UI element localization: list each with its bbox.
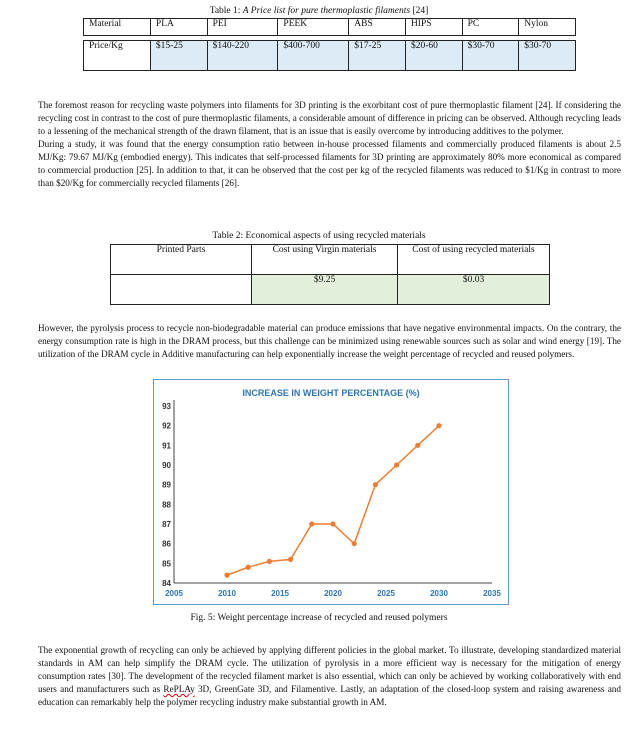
- y-tick-label: 93: [162, 402, 171, 411]
- data-point: [415, 443, 420, 448]
- paragraph-1b: During a study, it was found that the energy consumption ratio between in-house processed filaments and commercially produced filaments is about 2.5 MJ/Kg: 79.67 MJ/Kg (embodied energy). This indicates that self-processed filaments for 3D printing are approximately 80% more economical as compared to commercial production [25]. In addition to that, it can be observed that the cost per kg of the recycled filaments was reduced to $1/Kg in contrast to more than $20/Kg for commercially recycled filaments [26].: [38, 139, 621, 188]
- y-tick-label: 88: [162, 500, 171, 510]
- intro-paragraphs: [38, 99, 621, 190]
- paragraph-3-part-a: The exponential growth of recycling can only be achieved by applying different policies in the global market. To illustrate, developing standardized material standards in AM can help simplify the DRAM cycle. The utilization of pyrolysis in a more efficient way is necessary for the mitigation of energy consumption rates [30]. The development of the recycled filament market is also essential, which can only be achieved by working collaboratively with end users and manufacturers such as: [38, 645, 621, 694]
- td-abs-price: $17-25: [349, 41, 406, 71]
- y-tick-label: 92: [162, 421, 171, 431]
- table1-caption-prefix: Table 1:: [209, 6, 243, 16]
- chart-series: [224, 423, 441, 578]
- chart-title: INCREASE IN WEIGHT PERCENTAGE (%): [242, 388, 420, 398]
- price-table-header-row: [84, 19, 576, 36]
- th-pc: PC: [462, 19, 519, 36]
- data-point: [288, 557, 293, 562]
- y-tick-label: 86: [162, 539, 171, 549]
- x-tick-label: 2015: [271, 589, 289, 598]
- data-point: [394, 462, 399, 467]
- chart-axes: [162, 400, 501, 598]
- weight-percentage-chart: [153, 379, 509, 605]
- x-tick-label: 2025: [377, 589, 395, 598]
- data-point: [267, 559, 272, 564]
- th-pla: PLA: [150, 19, 207, 36]
- th-printed-parts: Printed Parts: [111, 245, 252, 275]
- th-peek: PEEK: [278, 19, 349, 36]
- td-pla-price: $15-25: [150, 41, 207, 71]
- data-point: [330, 521, 335, 526]
- paragraph-3-replay: RePLAy: [163, 684, 195, 694]
- paragraph-3: [38, 644, 621, 709]
- x-tick-label: 2020: [324, 589, 342, 598]
- figure-caption: Fig. 5: Weight percentage increase of recycled and reused polymers: [190, 613, 448, 623]
- x-tick-label: 2010: [218, 589, 236, 598]
- td-virgin-cost: $9.25: [252, 275, 398, 305]
- th-recycled-cost: Cost of using recycled materials: [398, 245, 550, 275]
- th-virgin-cost: Cost using Virgin materials: [252, 245, 398, 275]
- td-recycled-cost: $0.03: [398, 275, 550, 305]
- y-tick-label: 84: [162, 579, 171, 588]
- data-point: [246, 565, 251, 570]
- th-material: Material: [84, 19, 151, 36]
- chart-svg: [154, 380, 508, 604]
- paragraph-2: However, the pyrolysis process to recycle non-biodegradable material can produce emissions that have negative environmental impacts. On the contrary, the energy consumption rate is high in the DRAM process, but this challenge can be minimized using renewable sources such as solar and wind energy [19]. The utilization of the DRAM cycle in Additive manufacturing can help exponentially increase the weight percentage of recycled and reused polymers.: [38, 323, 621, 359]
- th-abs: ABS: [349, 19, 406, 36]
- data-point: [352, 541, 357, 546]
- table2-caption: Table 2: Economical aspects of using recycled materials: [212, 231, 426, 241]
- paragraph-1a: The foremost reason for recycling waste polymers into filaments for 3D printing is the exorbitant cost of pure thermoplastic filament [24]. If considering the recycling cost in contrast to the cost of pure thermoplastic filaments, a considerable amount of difference in pricing can be observed. Although recycling leads to a lessening of the mechanical strength of the drawn filament, that is an issue that is easily overcome by introducing additives to the polymer.: [38, 100, 621, 136]
- economics-table: [110, 244, 550, 305]
- y-tick-label: 87: [162, 520, 171, 529]
- th-pei: PEI: [207, 19, 278, 36]
- data-point: [373, 482, 378, 487]
- y-tick-label: 85: [162, 559, 171, 569]
- economics-table-header-row: [111, 245, 550, 275]
- x-tick-label: 2005: [165, 589, 183, 598]
- y-tick-label: 89: [162, 480, 171, 490]
- table1-caption: [0, 6, 638, 16]
- price-table-row: [84, 41, 576, 71]
- x-tick-label: 2030: [430, 589, 448, 598]
- td-price-label: Price/Kg: [84, 41, 151, 71]
- td-hips-price: $20-60: [405, 41, 462, 71]
- td-pei-price: $140-220: [207, 41, 278, 71]
- series-line: [227, 426, 439, 575]
- table1-caption-suffix: [24]: [410, 6, 429, 16]
- economics-table-row: [111, 275, 550, 305]
- td-peek-price: $400-700: [278, 41, 349, 71]
- data-point: [309, 521, 314, 526]
- y-tick-label: 91: [162, 441, 171, 451]
- x-tick-label: 2035: [483, 589, 501, 598]
- table1-caption-italic: A Price list for pure thermoplastic filaments: [242, 6, 411, 16]
- th-nylon: Nylon: [519, 19, 576, 36]
- td-pc-price: $30-70: [462, 41, 519, 71]
- th-hips: HIPS: [405, 19, 462, 36]
- data-point: [224, 573, 229, 578]
- paragraph-3-part-c: 3D, GreenGate 3D, and Filamentive. Lastly, an adaptation of the closed-loop system and raising awareness and education can remarkably help the polymer recycling industry make substantial growth in AM.: [38, 684, 621, 707]
- td-nylon-price: $30-70: [519, 41, 576, 71]
- price-table: [83, 18, 576, 71]
- y-tick-label: 90: [162, 461, 171, 470]
- data-point: [436, 423, 441, 428]
- td-printed-parts: [111, 275, 252, 305]
